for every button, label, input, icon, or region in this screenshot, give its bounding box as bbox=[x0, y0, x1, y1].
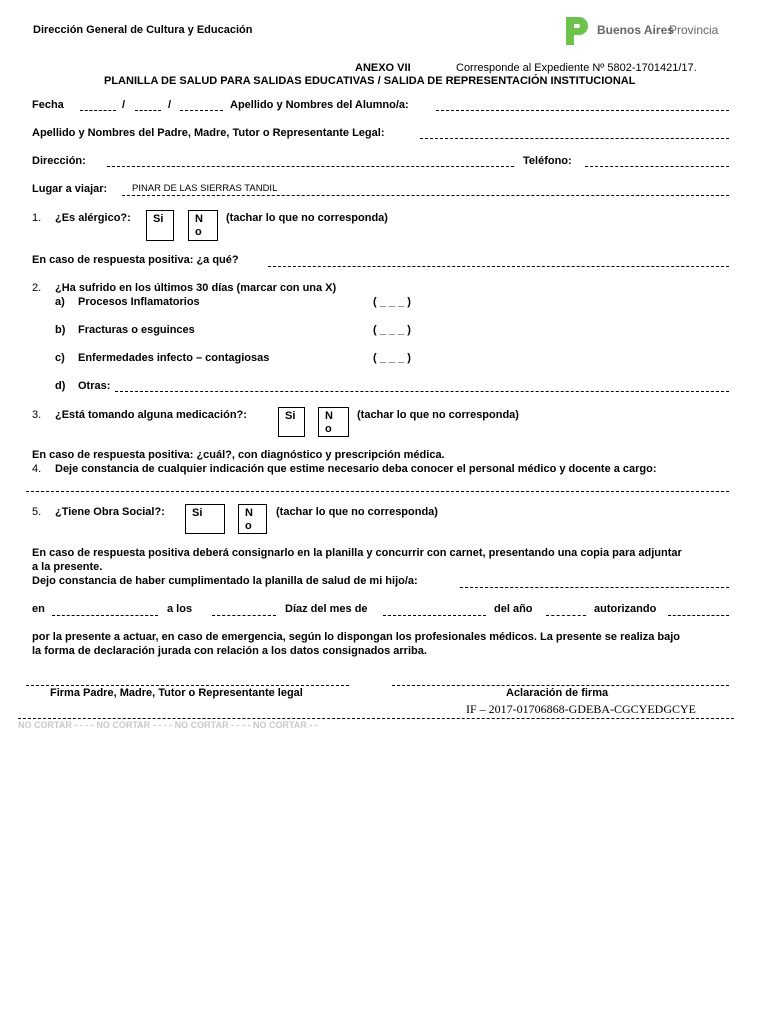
q3-followup: En caso de respuesta positiva: ¿cuál?, con diagnóstico y prescripción médica. bbox=[32, 449, 445, 461]
cut-warning: NO CORTAR - - - - NO CORTAR - - - - NO CORTAR - - - - NO CORTAR - - bbox=[18, 720, 318, 730]
direccion-field[interactable] bbox=[107, 166, 514, 167]
annex-label: ANEXO VII bbox=[355, 62, 411, 74]
lugar-field[interactable] bbox=[122, 195, 729, 196]
q5-si-box[interactable] bbox=[185, 504, 225, 534]
q2-item-mark[interactable]: ( _ _ _ ) bbox=[373, 352, 411, 364]
province-logo bbox=[563, 14, 723, 48]
q3-label: ¿Está tomando alguna medicación?: bbox=[55, 409, 247, 421]
q3-si-box[interactable] bbox=[278, 407, 305, 437]
autorizando-field[interactable] bbox=[668, 615, 729, 616]
closing-p1-line1: En caso de respuesta positiva deberá consignarlo en la planilla y concurrir con carnet, presentando una copia para adjuntar bbox=[32, 547, 682, 559]
firma-label: Firma Padre, Madre, Tutor o Representante legal bbox=[50, 687, 303, 699]
fecha-label: Fecha bbox=[32, 99, 64, 111]
autorizando-label: autorizando bbox=[594, 603, 657, 615]
q2-item-letter: b) bbox=[55, 324, 66, 336]
q5-no-text-2: o bbox=[245, 520, 252, 532]
q5-no-text-1: N bbox=[245, 507, 253, 519]
anio-field[interactable] bbox=[546, 615, 586, 616]
fecha-sep: / bbox=[122, 99, 126, 111]
closing-p2-line2: la forma de declaración jurada con relación a los datos consignados arriba. bbox=[32, 645, 427, 657]
q2-item-text: Procesos Inflamatorios bbox=[78, 296, 200, 308]
logo-text-bold: Buenos Aires bbox=[597, 23, 674, 37]
aclaracion-line[interactable] bbox=[392, 685, 729, 686]
alumno-label: Apellido y Nombres del Alumno/a: bbox=[230, 99, 409, 111]
q5-no-box[interactable] bbox=[238, 504, 267, 534]
q1-no-box[interactable] bbox=[188, 210, 218, 241]
q4-label: Deje constancia de cualquier indicación que estime necesario deba conocer el personal médico y docente a cargo: bbox=[55, 463, 657, 475]
q1-no-text-2: o bbox=[195, 226, 202, 238]
q3-si-text: Si bbox=[285, 410, 296, 422]
q1-note: (tachar lo que no corresponda) bbox=[226, 212, 388, 224]
q5-label: ¿Tiene Obra Social?: bbox=[55, 506, 165, 518]
a-los-label: a los bbox=[167, 603, 193, 615]
fecha-day-field[interactable] bbox=[80, 110, 116, 111]
q1-label: ¿Es alérgico?: bbox=[55, 212, 131, 224]
province-logo-icon bbox=[563, 14, 591, 48]
dia-field[interactable] bbox=[212, 615, 276, 616]
q2-item-letter: a) bbox=[55, 296, 65, 308]
aclaracion-label: Aclaración de firma bbox=[506, 687, 609, 699]
q2-item-text: Enfermedades infecto – contagiosas bbox=[78, 352, 270, 364]
fecha-sep: / bbox=[168, 99, 172, 111]
q4-field[interactable] bbox=[26, 491, 729, 492]
en-label: en bbox=[32, 603, 45, 615]
firma-line[interactable] bbox=[26, 685, 349, 686]
q1-followup-field[interactable] bbox=[268, 266, 729, 267]
closing-p2-line1: por la presente a actuar, en caso de emergencia, según lo dispongan los profesionales médicos. La presente se realiza bajo bbox=[32, 631, 681, 643]
del-anio-label: del año bbox=[494, 603, 533, 615]
logo-text-light: Provincia bbox=[669, 23, 719, 37]
fecha-year-field[interactable] bbox=[180, 110, 223, 111]
q1-si-box[interactable] bbox=[146, 210, 174, 241]
padre-label: Apellido y Nombres del Padre, Madre, Tutor o Representante Legal: bbox=[32, 127, 385, 139]
telefono-field[interactable] bbox=[585, 166, 729, 167]
q3-note: (tachar lo que no corresponda) bbox=[357, 409, 519, 421]
org-name: Dirección General de Cultura y Educación bbox=[33, 24, 253, 36]
padre-field[interactable] bbox=[420, 138, 729, 139]
q3-number: 3. bbox=[32, 409, 42, 421]
closing-p1-line2: a la presente. bbox=[32, 561, 103, 573]
q2-item-mark[interactable]: ( _ _ _ ) bbox=[373, 296, 411, 308]
q3-no-text-1: N bbox=[325, 410, 333, 422]
cut-line bbox=[18, 718, 734, 719]
lugar-value: PINAR DE LAS SIERRAS TANDIL bbox=[132, 183, 278, 194]
fecha-month-field[interactable] bbox=[135, 110, 161, 111]
lugar-firma-field[interactable] bbox=[52, 615, 158, 616]
q2-item-letter: c) bbox=[55, 352, 65, 364]
q2-label: ¿Ha sufrido en los últimos 30 días (marcar con una X) bbox=[55, 282, 337, 294]
expediente-ref: Corresponde al Expediente Nº 5802-1701421/17. bbox=[456, 62, 697, 74]
q2-item-text: Otras: bbox=[78, 380, 111, 392]
telefono-label: Teléfono: bbox=[523, 155, 572, 167]
q2-item-mark[interactable]: ( _ _ _ ) bbox=[373, 324, 411, 336]
lugar-label: Lugar a viajar: bbox=[32, 183, 108, 195]
q5-note: (tachar lo que no corresponda) bbox=[276, 506, 438, 518]
q1-si-text: Si bbox=[153, 213, 164, 225]
form-title: PLANILLA DE SALUD PARA SALIDAS EDUCATIVAS / SALIDA DE REPRESENTACIÓN INSTITUCIONAL bbox=[104, 75, 636, 87]
q3-no-text-2: o bbox=[325, 423, 332, 435]
hijo-field[interactable] bbox=[460, 587, 729, 588]
q2-item-text: Fracturas o esguinces bbox=[78, 324, 195, 336]
alumno-field[interactable] bbox=[436, 110, 729, 111]
q3-no-box[interactable] bbox=[318, 407, 349, 437]
q5-number: 5. bbox=[32, 506, 42, 518]
q5-si-text: Si bbox=[192, 507, 203, 519]
doc-id: IF – 2017-01706868-GDEBA-CGCYEDGCYE bbox=[466, 702, 696, 716]
q2-number: 2. bbox=[32, 282, 42, 294]
q1-followup: En caso de respuesta positiva: ¿a qué? bbox=[32, 254, 239, 266]
q2-otras-field[interactable] bbox=[115, 391, 729, 392]
q2-item-letter: d) bbox=[55, 380, 66, 392]
q4-number: 4. bbox=[32, 463, 42, 475]
q1-number: 1. bbox=[32, 212, 42, 224]
mes-field[interactable] bbox=[383, 615, 486, 616]
direccion-label: Dirección: bbox=[32, 155, 86, 167]
q1-no-text-1: N bbox=[195, 213, 203, 225]
diaz-del-mes-label: Díaz del mes de bbox=[285, 603, 368, 615]
constancia-label: Dejo constancia de haber cumplimentado la planilla de salud de mi hijo/a: bbox=[32, 575, 418, 587]
